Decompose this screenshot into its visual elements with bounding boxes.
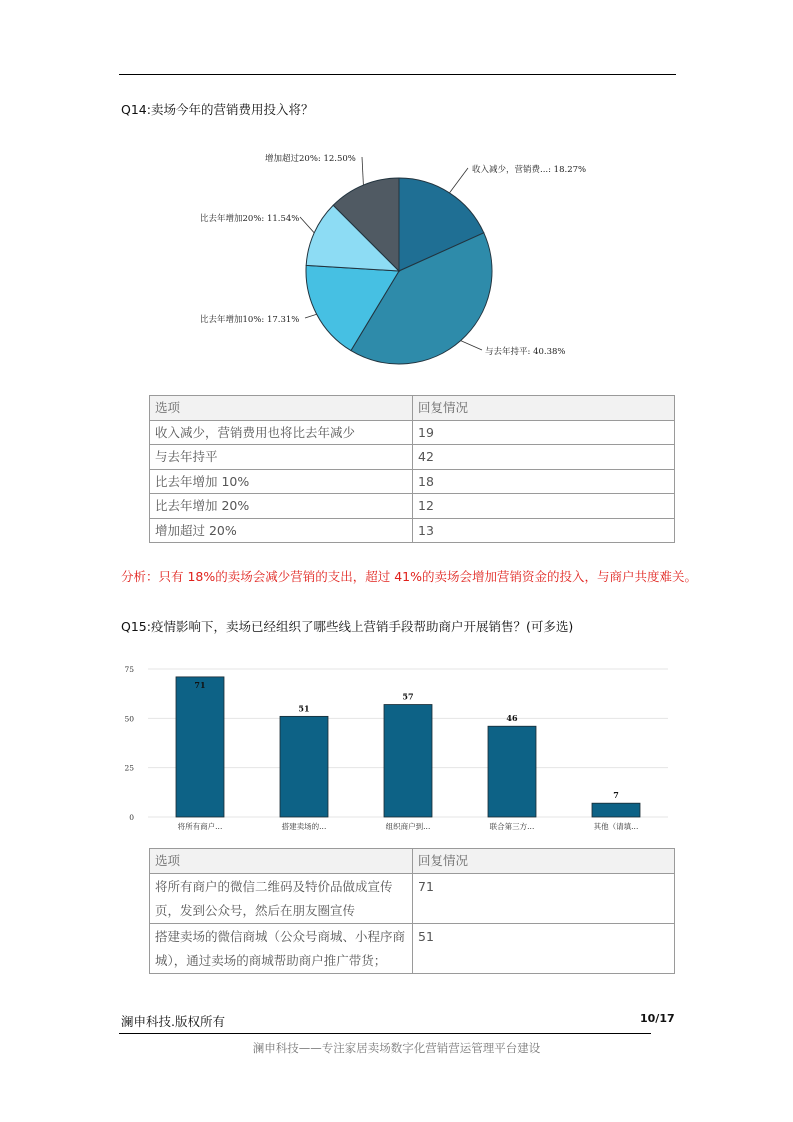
count-cell: 18 (413, 469, 675, 494)
footer-rule (119, 1033, 651, 1034)
table-row (150, 924, 675, 974)
pie-leader-line (450, 168, 469, 193)
bar (384, 705, 432, 817)
pie-leader-line (305, 314, 317, 318)
x-category-label: 组织商户到... (385, 822, 431, 831)
bar (488, 726, 536, 817)
pie-slice-label: 比去年增加10%: 17.31% (200, 315, 300, 325)
count-cell: 19 (413, 420, 675, 445)
x-category-label: 联合第三方... (489, 822, 535, 831)
bar-value-label: 46 (506, 713, 518, 724)
table-row (150, 445, 675, 470)
header-response: 回复情况 (413, 396, 675, 421)
option-cell: 将所有商户的微信二维码及特价品做成宣传页，发到公众号，然后在朋友圈宣传 (150, 874, 413, 924)
bar-value-label: 57 (402, 691, 414, 702)
page-number: 10/17 (640, 1012, 675, 1025)
table-row (150, 469, 675, 494)
q14-pie-chart (150, 140, 650, 380)
bar (592, 803, 640, 817)
option-cell: 收入减少，营销费用也将比去年减少 (150, 420, 413, 445)
header-rule (119, 74, 676, 75)
pie-leader-line (300, 217, 314, 233)
y-tick-label: 75 (124, 665, 134, 674)
footer-tagline: 澜申科技——专注家居卖场数字化营销营运管理平台建设 (252, 1041, 541, 1055)
y-tick-label: 25 (124, 763, 134, 773)
count-cell: 13 (413, 518, 675, 543)
bar-value-label: 51 (298, 703, 310, 714)
x-category-label: 将所有商户... (177, 822, 223, 831)
option-cell: 比去年增加 20% (150, 494, 413, 519)
q14-title: Q14:卖场今年的营销费用投入将？ (121, 102, 314, 117)
q15-title: Q15:疫情影响下，卖场已经组织了哪些线上营销手段帮助商户开展销售？(可多选) (121, 619, 574, 634)
x-category-label: 搭建卖场的... (281, 822, 327, 831)
pie-leader-line (362, 157, 363, 185)
y-tick-label: 0 (129, 813, 134, 822)
bar-value-label: 71 (194, 679, 206, 690)
x-category-label: 其他（请填... (593, 822, 639, 831)
pie-leader-line (461, 341, 482, 350)
option-cell: 增加超过 20% (150, 518, 413, 543)
header-option: 选项 (150, 396, 413, 421)
table-row (150, 518, 675, 543)
table-row (150, 874, 675, 924)
bar-value-label: 7 (613, 790, 619, 801)
pie-slice-label: 与去年持平: 40.38% (485, 347, 566, 357)
q15-bar-chart (118, 660, 678, 840)
table-row (150, 420, 675, 445)
option-cell: 搭建卖场的微信商城（公众号商城、小程序商城），通过卖场的商城帮助商户推广带货； (150, 924, 413, 974)
q15-table (149, 848, 675, 974)
bar (176, 677, 224, 817)
count-cell: 12 (413, 494, 675, 519)
bar (280, 716, 328, 817)
pie-slice-label: 增加超过20%: 12.50% (265, 154, 356, 164)
footer-copyright: 澜申科技.版权所有 (121, 1014, 225, 1029)
table-header-row (150, 849, 675, 874)
q14-table (149, 395, 675, 543)
option-cell: 与去年持平 (150, 445, 413, 470)
count-cell: 42 (413, 445, 675, 470)
header-response: 回复情况 (413, 849, 675, 874)
count-cell: 71 (413, 874, 675, 924)
pie-slice-label: 比去年增加20%: 11.54% (200, 214, 300, 224)
header-option: 选项 (150, 849, 413, 874)
y-tick-label: 50 (124, 714, 134, 724)
table-row (150, 494, 675, 519)
table-header-row (150, 396, 675, 421)
q14-analysis: 分析：只有 18%的卖场会减少营销的支出，超过 41%的卖场会增加营销资金的投入，与商户共度难关。 (121, 569, 698, 584)
option-cell: 比去年增加 10% (150, 469, 413, 494)
count-cell: 51 (413, 924, 675, 974)
pie-slice-label: 收入减少，营销费...: 18.27% (472, 165, 587, 175)
